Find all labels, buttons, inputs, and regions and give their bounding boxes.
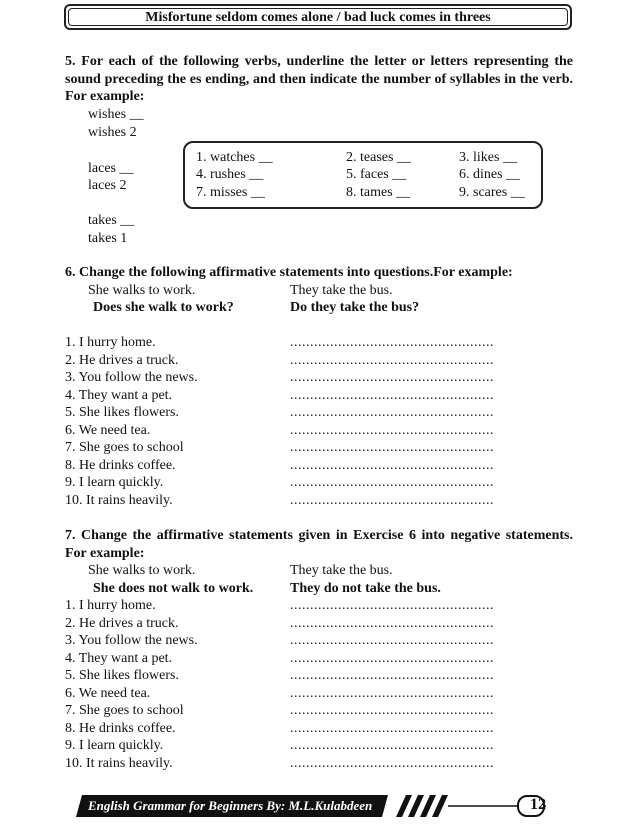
footer-bar	[76, 795, 546, 817]
ex6-item: 7. She goes to school	[65, 440, 184, 455]
ex7-item: 5. She likes flowers.	[65, 668, 179, 683]
ex5-instruction: 5. For each of the following verbs, underline the letter or letters representing the sound preceding the es ending, and then indicate the number of syllables in the verb. For example:	[65, 54, 573, 104]
ex7-answer-left: She does not walk to work.	[93, 581, 254, 596]
ex6-answer-right: Do they take the bus?	[290, 300, 420, 315]
ex6-example-right: They take the bus.	[290, 283, 393, 298]
ex6-item: 1. I hurry home.	[65, 335, 156, 350]
answer-blank[interactable]: ...................................................	[290, 721, 494, 736]
ex5-example: wishes __	[88, 107, 144, 122]
ex6-example-left: She walks to work.	[88, 283, 196, 298]
footer-text: English Grammar for Beginners By: M.L.Kulabdeen	[88, 798, 373, 813]
answer-blank[interactable]: ...................................................	[290, 616, 494, 631]
ex7-item: 8. He drinks coffee.	[65, 721, 176, 736]
ex7-item: 7. She goes to school	[65, 703, 184, 718]
answer-blank[interactable]: ...................................................	[290, 423, 494, 438]
ex7-example-left: She walks to work.	[88, 563, 196, 578]
ex6-item: 8. He drinks coffee.	[65, 458, 176, 473]
answer-blank[interactable]: ...................................................	[290, 651, 494, 666]
ex7-item: 10. It rains heavily.	[65, 756, 173, 771]
answer-blank[interactable]: ...................................................	[290, 598, 494, 613]
answer-blank[interactable]: ...................................................	[290, 686, 494, 701]
answer-blank[interactable]: ...................................................	[290, 756, 494, 771]
answer-blank[interactable]: ...................................................	[290, 458, 494, 473]
ex7-example-right: They take the bus.	[290, 563, 393, 578]
ex6-item: 10. It rains heavily.	[65, 493, 173, 508]
answer-blank[interactable]: ...................................................	[290, 668, 494, 683]
ex6-item: 4. They want a pet.	[65, 388, 173, 403]
ex5-example: takes __	[88, 213, 135, 228]
ex7-answer-right: They do not take the bus.	[290, 581, 441, 596]
answer-blank[interactable]: ...................................................	[290, 335, 494, 350]
ex7-instruction: 7. Change the affirmative statements given in Exercise 6 into negative statements. For example:	[65, 528, 573, 561]
title-banner	[64, 4, 572, 30]
ex6-item: 2. He drives a truck.	[65, 353, 179, 368]
ex6-instruction: 6. Change the following affirmative statements into questions.For example:	[65, 265, 513, 280]
ex7-item: 4. They want a pet.	[65, 651, 173, 666]
ex6-item: 6. We need tea.	[65, 423, 151, 438]
ex6-answer-left: Does she walk to work?	[93, 300, 234, 315]
page-number: 12	[530, 796, 546, 813]
ex7-item: 9. I learn quickly.	[65, 738, 164, 753]
ex5-example: laces 2	[88, 178, 127, 193]
answer-blank[interactable]: ...................................................	[290, 353, 494, 368]
ex5-option: 4. rushes __	[196, 167, 264, 182]
ex5-option: 3. likes __	[459, 150, 517, 165]
ex5-option: 5. faces __	[346, 167, 407, 182]
ex5-option: 2. teases __	[346, 150, 411, 165]
ex7-item: 2. He drives a truck.	[65, 616, 179, 631]
ex7-item: 3. You follow the news.	[65, 633, 198, 648]
page-title: Misfortune seldom comes alone / bad luck comes in threes	[145, 10, 491, 25]
ex6-item: 3. You follow the news.	[65, 370, 198, 385]
ex6-item: 9. I learn quickly.	[65, 475, 164, 490]
ex5-example: laces __	[88, 161, 134, 176]
ex5-option: 6. dines __	[459, 167, 521, 182]
answer-blank[interactable]: ...................................................	[290, 370, 494, 385]
answer-blank[interactable]: ...................................................	[290, 703, 494, 718]
ex5-option: 9. scares __	[459, 185, 525, 200]
answer-blank[interactable]: ...................................................	[290, 738, 494, 753]
answer-blank[interactable]: ...................................................	[290, 633, 494, 648]
answer-blank[interactable]: ...................................................	[290, 405, 494, 420]
answer-blank[interactable]: ...................................................	[290, 475, 494, 490]
ex5-option: 1. watches __	[196, 150, 273, 165]
answer-blank[interactable]: ...................................................	[290, 440, 494, 455]
ex7-item: 1. I hurry home.	[65, 598, 156, 613]
answer-blank[interactable]: ...................................................	[290, 388, 494, 403]
answer-blank[interactable]: ...................................................	[290, 493, 494, 508]
ex7-item: 6. We need tea.	[65, 686, 151, 701]
ex5-option: 8. tames __	[346, 185, 411, 200]
ex6-item: 5. She likes flowers.	[65, 405, 179, 420]
ex5-option: 7. misses __	[196, 185, 265, 200]
ex5-example: takes 1	[88, 231, 128, 246]
ex5-example: wishes 2	[88, 125, 137, 140]
